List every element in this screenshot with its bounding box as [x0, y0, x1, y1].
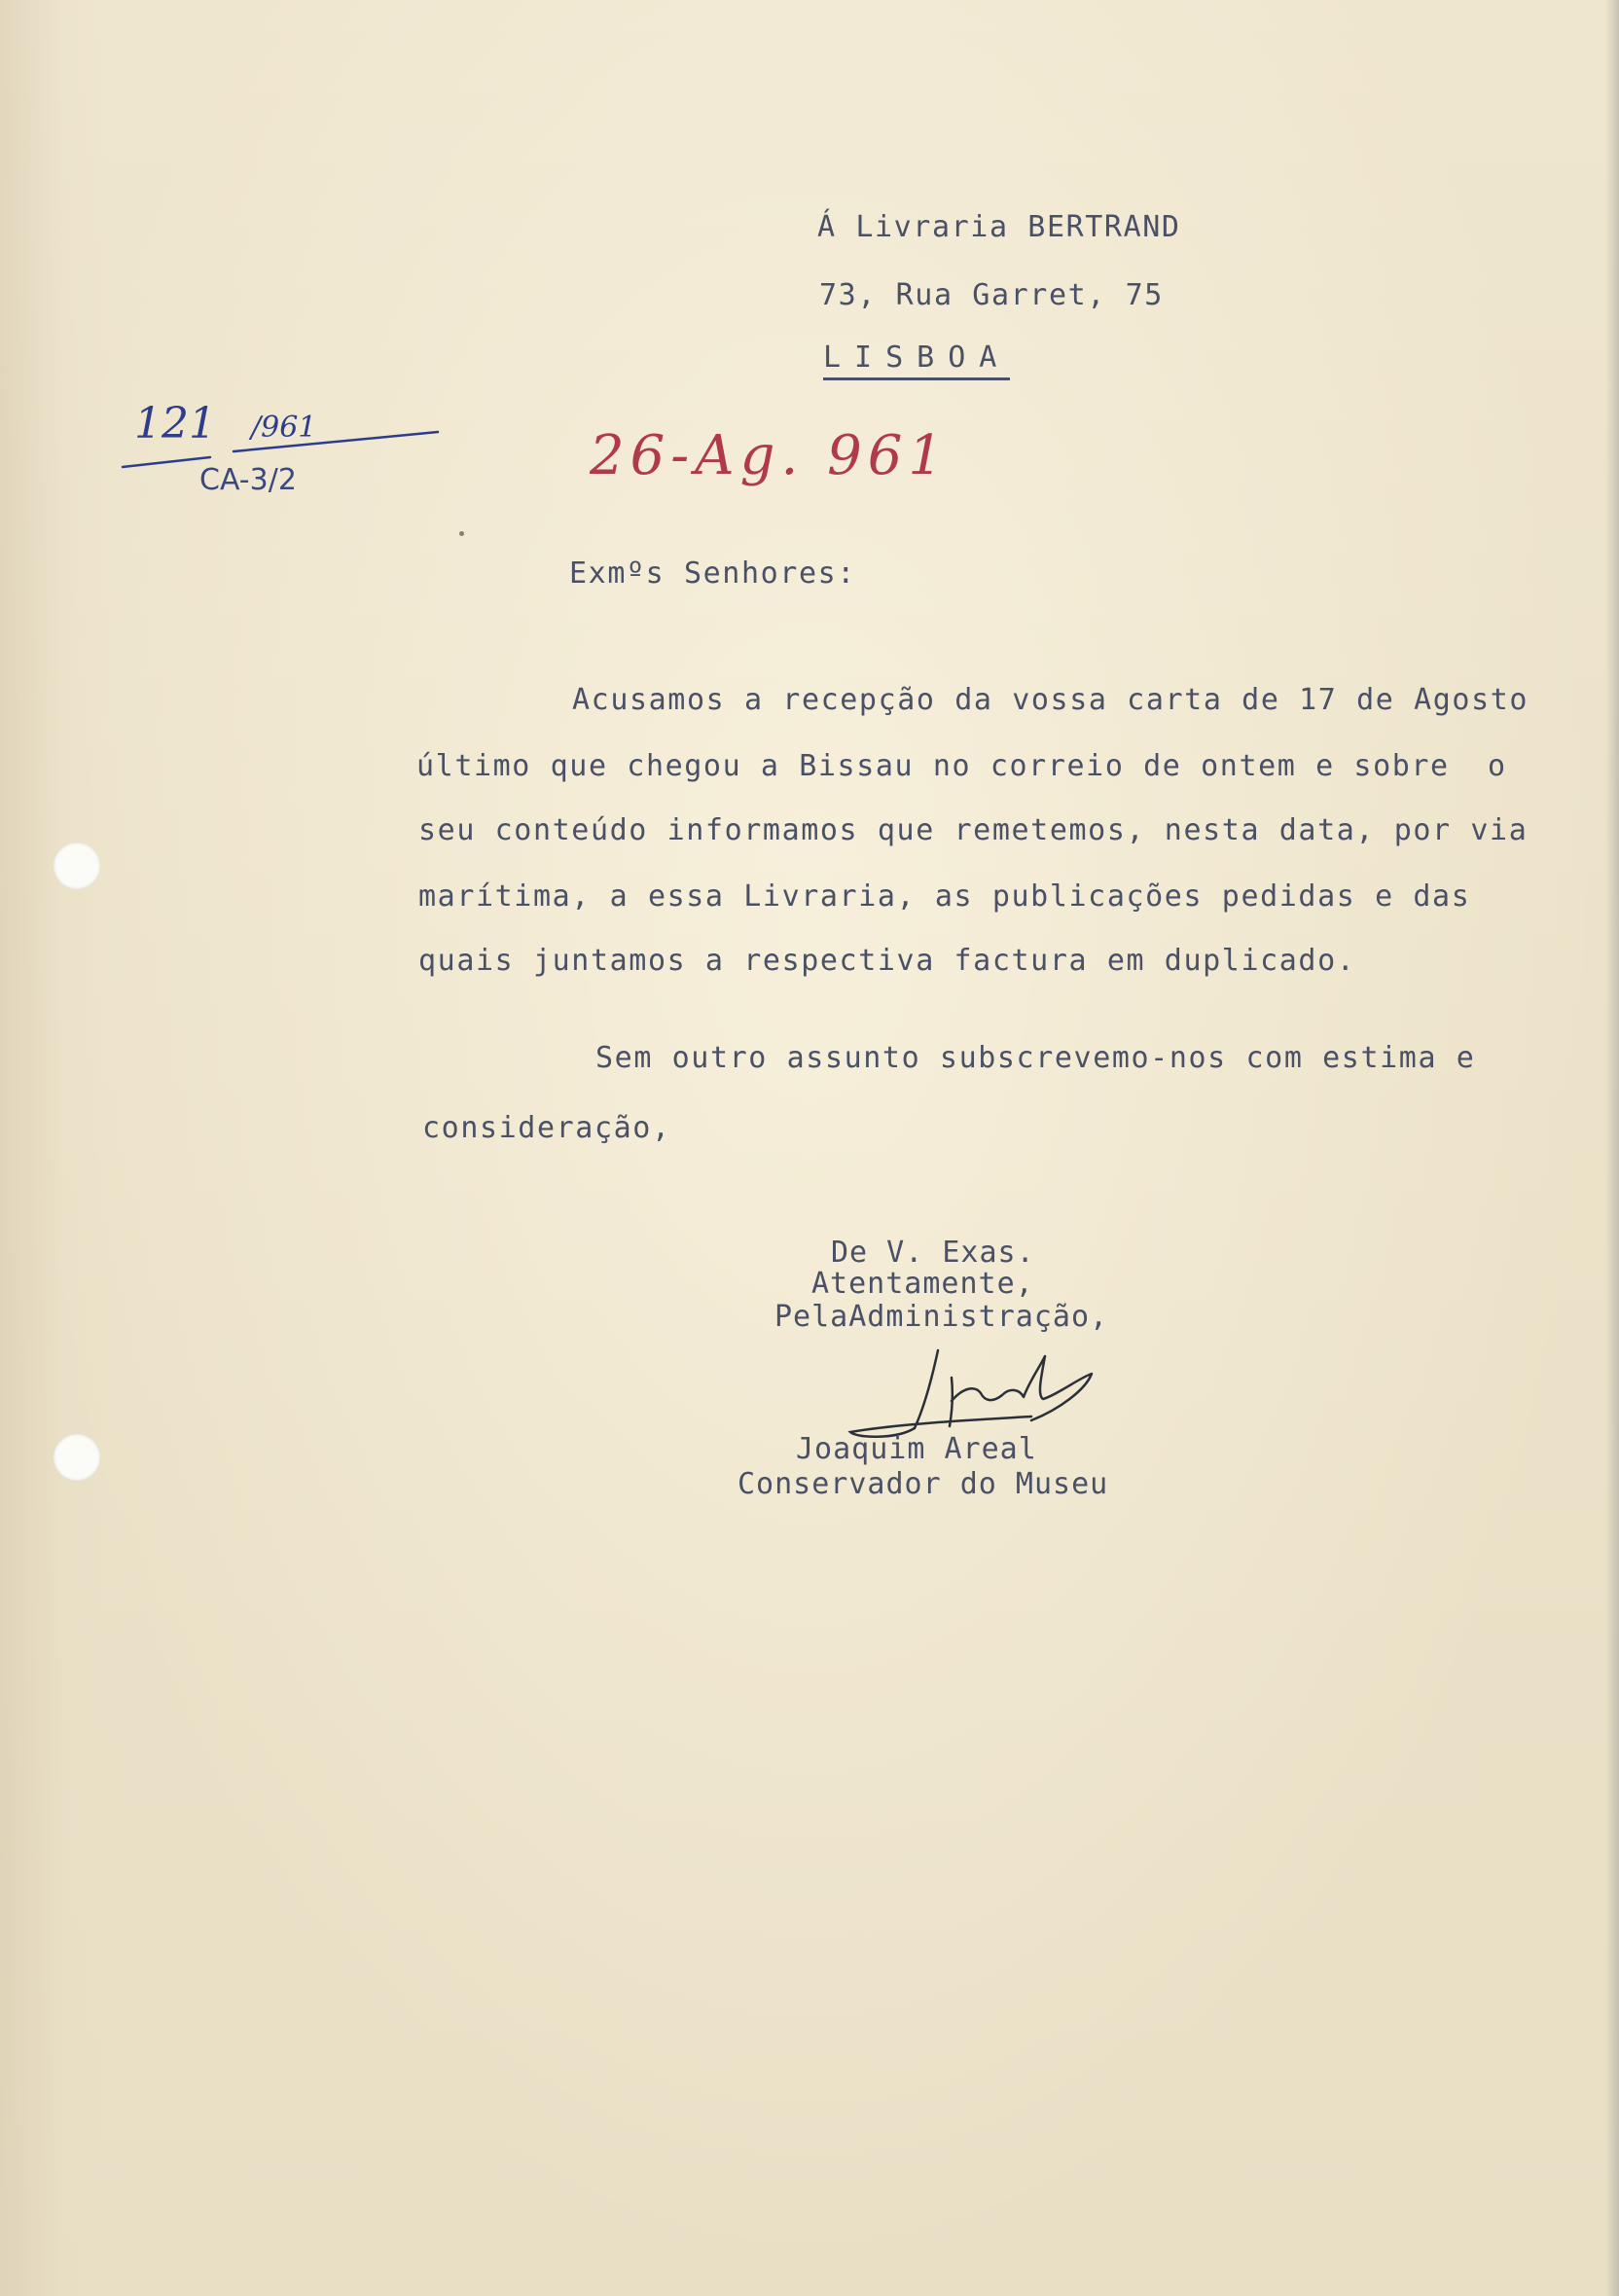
body-line: quais juntamos a respectiva factura em duplicado. [418, 944, 1356, 978]
signatory-name: Joaquim Areal [796, 1432, 1037, 1466]
body-line: Acusamos a recepção da vossa carta de 17 de Agosto [572, 683, 1529, 717]
handwritten-date: 26-Ag. 961 [590, 424, 949, 487]
address-line-2: 73, Rua Garret, 75 [819, 278, 1164, 312]
paper-left-edge-shading [0, 0, 107, 2296]
reference-year: /961 [251, 411, 317, 445]
salutation: Exmºs Senhores: [569, 556, 856, 591]
paper-right-edge-shadow [1605, 0, 1619, 2296]
closing-line-3: PelaAdministração, [774, 1300, 1109, 1334]
punch-hole-top [54, 843, 100, 889]
handwritten-signature [837, 1339, 1148, 1446]
body-line: último que chegou a Bissau no correio de ontem e sobre o [416, 749, 1507, 783]
paper-speck [459, 531, 464, 536]
body-line: Sem outro assunto subscrevemo-nos com estima e [595, 1041, 1476, 1075]
body-line: seu conteúdo informamos que remetemos, nesta data, por via [418, 813, 1529, 847]
body-line: marítima, a essa Livraria, as publicações pedidas e das [418, 879, 1471, 914]
punch-hole-bottom [54, 1434, 100, 1481]
signatory-title: Conservador do Museu [738, 1467, 1109, 1501]
reference-number: 121 [134, 399, 216, 448]
body-line: consideração, [422, 1111, 671, 1145]
address-line-1: Á Livraria BERTRAND [817, 210, 1181, 244]
closing-line-2: Atentamente, [811, 1267, 1034, 1301]
closing-line-1: De V. Exas. [831, 1236, 1035, 1270]
reference-code: CA-3/2 [199, 463, 297, 497]
address-city: LISBOA [823, 341, 1010, 380]
